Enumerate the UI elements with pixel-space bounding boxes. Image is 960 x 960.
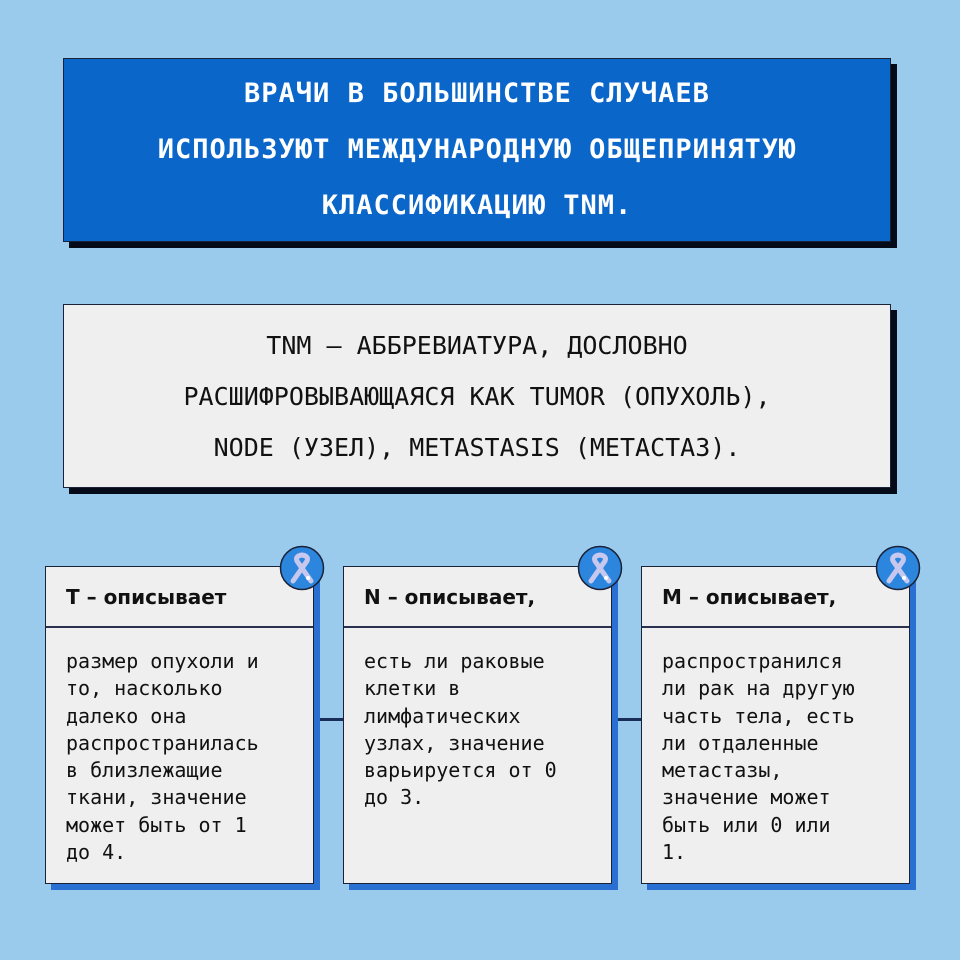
- card-title: M – описывает,: [642, 567, 909, 628]
- card-m: [641, 566, 910, 884]
- card-body: размер опухоли и то, насколько далеко она распространилась в близлежащие ткани, значение может быть от 1 до 4.: [66, 649, 259, 865]
- awareness-ribbon-icon: [279, 545, 325, 591]
- awareness-ribbon-icon: [875, 545, 921, 591]
- awareness-ribbon-icon: [577, 545, 623, 591]
- definition-box: [63, 304, 891, 488]
- headline-line: ВРАЧИ В БОЛЬШИНСТВЕ СЛУЧАЕВ: [244, 78, 710, 109]
- headline-line: КЛАССИФИКАЦИЮ TNM.: [321, 190, 633, 221]
- card-t: [45, 566, 314, 884]
- definition-line: TNM – АББРЕВИАТУРА, ДОСЛОВНО: [266, 330, 688, 360]
- definition-line: РАСШИФРОВЫВАЮЩАЯСЯ КАК TUMOR (ОПУХОЛЬ),: [183, 381, 771, 411]
- definition-line: NODE (УЗЕЛ), METASTASIS (МЕТАСТАЗ).: [213, 432, 741, 462]
- headline-box: [63, 58, 891, 242]
- card-title: T – описывает: [46, 567, 313, 628]
- card-body: распространился ли рак на другую часть тела, есть ли отдаленные метастазы, значение может быть или 0 или 1.: [662, 649, 855, 865]
- card-n: [343, 566, 612, 884]
- connector-line: [314, 718, 343, 721]
- connector-line: [612, 718, 641, 721]
- headline-line: ИСПОЛЬЗУЮТ МЕЖДУНАРОДНУЮ ОБЩЕПРИНЯТУЮ: [157, 134, 797, 165]
- card-body: есть ли раковые клетки в лимфатических узлах, значение варьируется от 0 до 3.: [364, 649, 557, 810]
- card-title: N – описывает,: [344, 567, 611, 628]
